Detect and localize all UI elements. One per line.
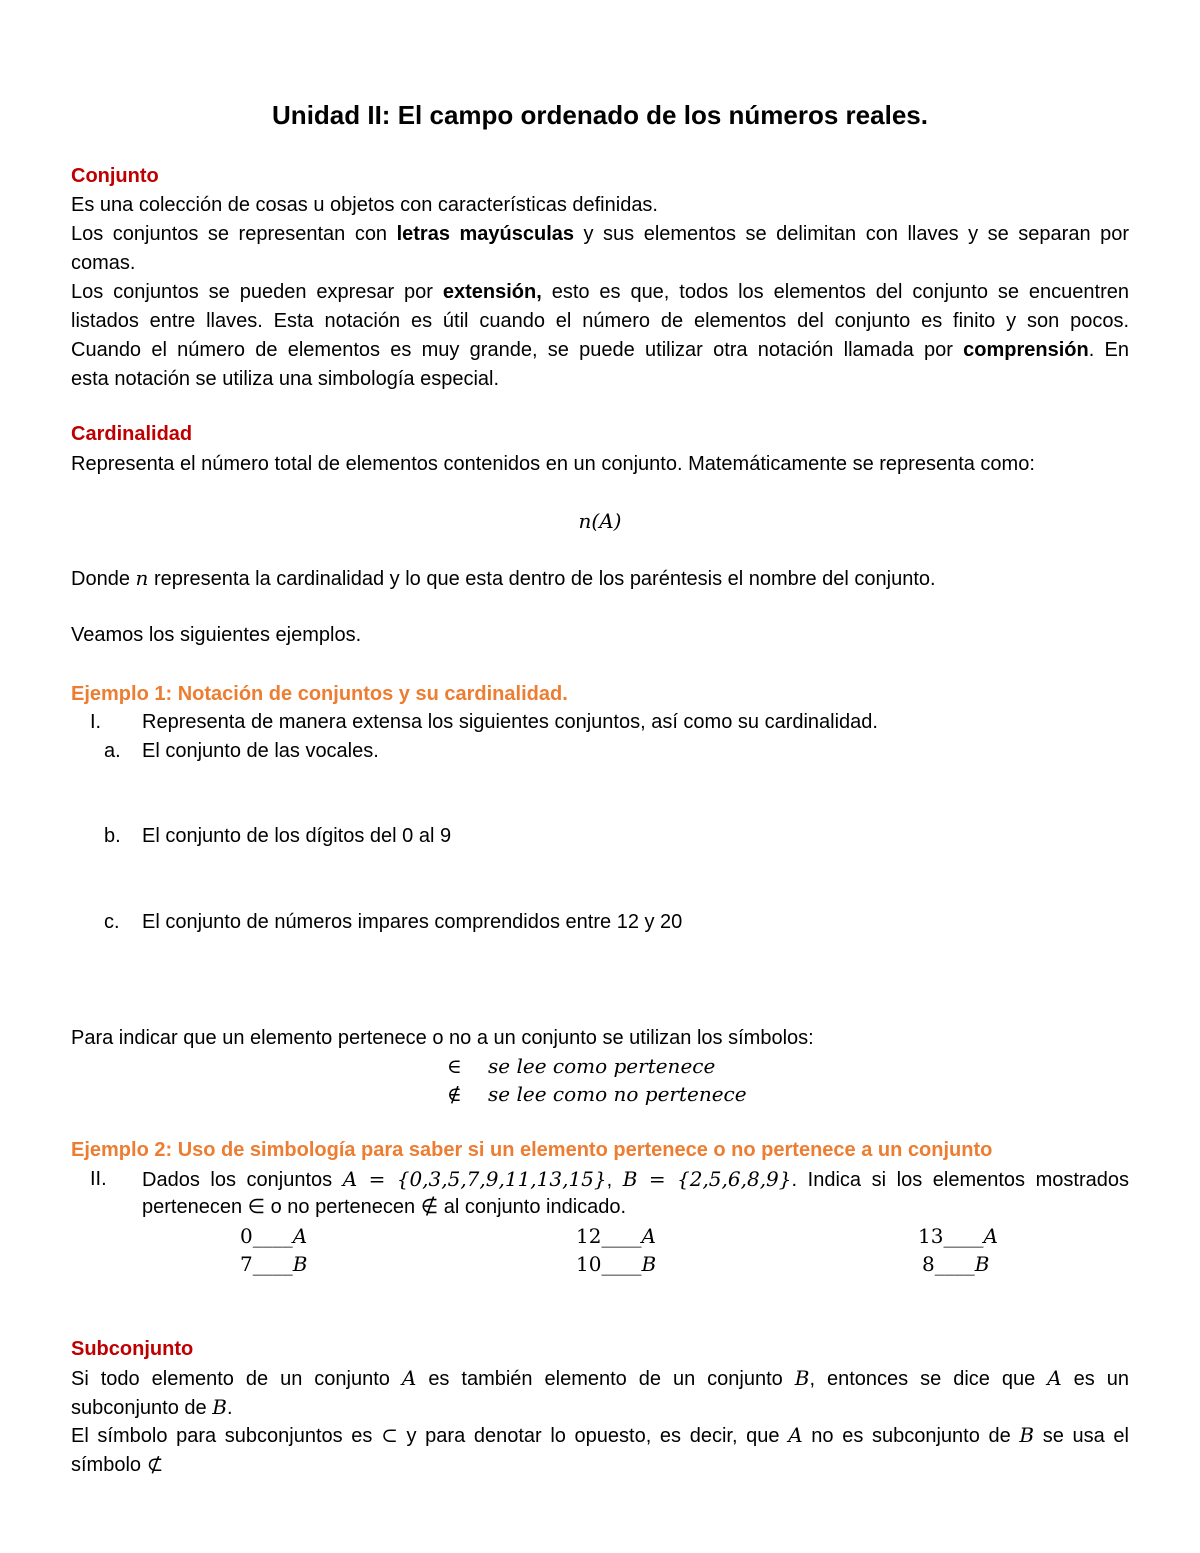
not-element-of-symbol: ∉ [447, 1082, 462, 1106]
paragraph: símbolo ⊄ [71, 1452, 164, 1476]
instruction: pertenecen ∈ o no pertenecen ∉ al conjunto indicado. [142, 1196, 627, 1218]
paragraph: Es una colección de cosas u objetos con características definidas. [71, 194, 658, 216]
paragraph: Representa el número total de elementos contenidos en un conjunto. Matemáticamente se representa como: [71, 453, 1035, 475]
roman-marker: II. [90, 1168, 107, 1190]
element-of-description: se lee como pertenece [488, 1054, 716, 1078]
not-element-of-description: se lee como no pertenece [488, 1082, 747, 1106]
exercise-item: 10____B [576, 1252, 657, 1276]
page-title: Unidad II: El campo ordenado de los números reales. [272, 100, 928, 130]
list-item: El conjunto de las vocales. [142, 740, 379, 762]
paragraph: El símbolo para subconjuntos es ⊂ y para denotar lo opuesto, es decir, que A no es subconjunto de B se usa el [71, 1423, 1129, 1447]
formula-cardinality: n(A) [578, 509, 622, 533]
list-marker: a. [104, 740, 121, 762]
element-of-symbol: ∈ [447, 1054, 462, 1078]
roman-marker: I. [90, 711, 102, 733]
paragraph: Veamos los siguientes ejemplos. [71, 624, 362, 646]
paragraph: Si todo elemento de un conjunto A es también elemento de un conjunto B, entonces se dice que A es un [71, 1366, 1129, 1390]
example-heading-1: Ejemplo 1: Notación de conjuntos y su cardinalidad. [71, 683, 568, 705]
instruction: Representa de manera extensa los siguientes conjuntos, así como su cardinalidad. [142, 711, 878, 733]
exercise-item: 7____B [240, 1252, 308, 1276]
paragraph: Cuando el número de elementos es muy grande, se puede utilizar otra notación llamada por comprensión. En [71, 339, 1129, 361]
exercise-item: 0____A [240, 1224, 308, 1248]
section-heading-subconjunto: Subconjunto [71, 1338, 194, 1360]
list-marker: c. [104, 911, 120, 933]
exercise-item: 8____B [922, 1252, 990, 1276]
list-item: El conjunto de números impares comprendidos entre 12 y 20 [142, 911, 683, 933]
section-heading-cardinalidad: Cardinalidad [71, 423, 193, 445]
paragraph: Los conjuntos se pueden expresar por extensión, esto es que, todos los elementos del conjunto se encuentren [71, 281, 1129, 303]
list-marker: b. [104, 825, 121, 847]
paragraph: listados entre llaves. Esta notación es útil cuando el número de elementos del conjunto es finito y son pocos. [71, 310, 1129, 332]
paragraph: esta notación se utiliza una simbología especial. [71, 368, 500, 390]
paragraph: Para indicar que un elemento pertenece o no a un conjunto se utilizan los símbolos: [71, 1027, 814, 1049]
list-item: El conjunto de los dígitos del 0 al 9 [142, 825, 452, 847]
paragraph: subconjunto de B. [71, 1395, 233, 1419]
instruction: Dados los conjuntos A = {0,3,5,7,9,11,13,15}, B = {2,5,6,8,9}. Indica si los elementos mostrados [142, 1167, 1129, 1191]
example-heading-2: Ejemplo 2: Uso de simbología para saber si un elemento pertenece o no pertenece a un conjunto [71, 1139, 993, 1161]
exercise-item: 13____A [918, 1224, 998, 1248]
paragraph: comas. [71, 252, 136, 274]
paragraph: Los conjuntos se representan con letras mayúsculas y sus elementos se delimitan con llaves y se separan por [71, 223, 1130, 245]
paragraph: Donde n representa la cardinalidad y lo que esta dentro de los paréntesis el nombre del conjunto. [71, 566, 936, 590]
exercise-item: 12____A [576, 1224, 656, 1248]
section-heading-conjunto: Conjunto [71, 165, 159, 187]
